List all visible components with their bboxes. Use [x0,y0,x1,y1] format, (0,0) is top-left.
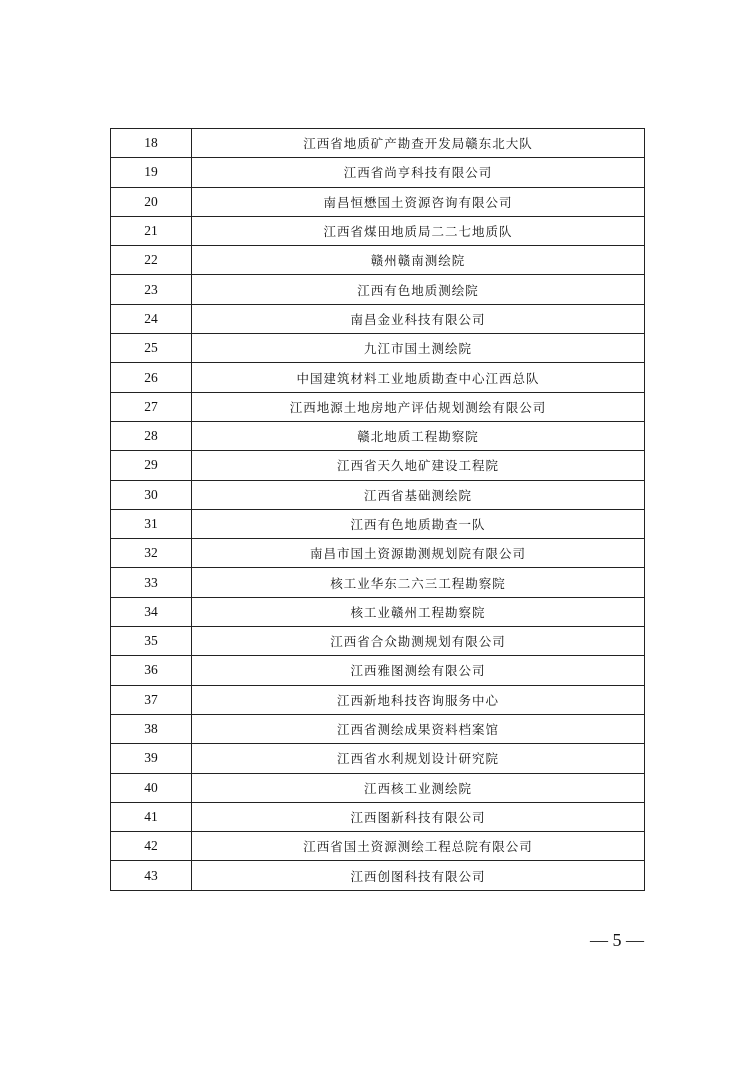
row-number: 27 [111,392,192,421]
table-row [111,334,645,363]
organization-name: 江西省基础测绘院 [192,480,645,509]
table-row [111,304,645,333]
row-number: 19 [111,158,192,187]
table-row [111,861,645,890]
row-number: 36 [111,656,192,685]
table-row [111,187,645,216]
row-number: 21 [111,216,192,245]
table-row [111,509,645,538]
organization-name: 江西雅图测绘有限公司 [192,656,645,685]
table-row [111,129,645,158]
row-number: 28 [111,421,192,450]
organization-name: 江西省测绘成果资料档案馆 [192,714,645,743]
table-row [111,480,645,509]
table-row [111,802,645,831]
row-number: 18 [111,129,192,158]
row-number: 31 [111,509,192,538]
organization-name: 江西省天久地矿建设工程院 [192,451,645,480]
table-row [111,832,645,861]
table-row [111,568,645,597]
table-row [111,246,645,275]
organization-name: 南昌金业科技有限公司 [192,304,645,333]
page-number: — 5 — [590,930,644,950]
organization-name: 江西省水利规划设计研究院 [192,744,645,773]
table-row [111,158,645,187]
table-row [111,597,645,626]
row-number: 41 [111,802,192,831]
organization-name: 江西省煤田地质局二二七地质队 [192,216,645,245]
row-number: 40 [111,773,192,802]
row-number: 20 [111,187,192,216]
table-row [111,421,645,450]
table-row [111,451,645,480]
organization-name: 赣州赣南测绘院 [192,246,645,275]
organization-name: 江西省合众勘测规划有限公司 [192,627,645,656]
row-number: 26 [111,363,192,392]
row-number: 42 [111,832,192,861]
row-number: 35 [111,627,192,656]
row-number: 29 [111,451,192,480]
table-body [111,129,645,891]
organization-name: 江西核工业测绘院 [192,773,645,802]
row-number: 34 [111,597,192,626]
organization-name: 赣北地质工程勘察院 [192,421,645,450]
organization-name: 江西地源土地房地产评估规划测绘有限公司 [192,392,645,421]
table-row [111,685,645,714]
table-row [111,714,645,743]
organization-name: 南昌市国土资源勘测规划院有限公司 [192,539,645,568]
table-row [111,216,645,245]
table-row [111,275,645,304]
row-number: 25 [111,334,192,363]
table-row [111,627,645,656]
organization-name: 核工业赣州工程勘察院 [192,597,645,626]
table-row [111,539,645,568]
table-row [111,773,645,802]
organization-name: 江西省地质矿产勘查开发局赣东北大队 [192,129,645,158]
organization-table [110,128,645,891]
organization-name: 江西省国土资源测绘工程总院有限公司 [192,832,645,861]
row-number: 38 [111,714,192,743]
organization-name: 江西省尚亨科技有限公司 [192,158,645,187]
organization-name: 江西有色地质测绘院 [192,275,645,304]
row-number: 22 [111,246,192,275]
organization-name: 核工业华东二六三工程勘察院 [192,568,645,597]
row-number: 24 [111,304,192,333]
table-row [111,744,645,773]
organization-name: 江西新地科技咨询服务中心 [192,685,645,714]
row-number: 33 [111,568,192,597]
row-number: 39 [111,744,192,773]
row-number: 32 [111,539,192,568]
organization-name: 南昌恒懋国土资源咨询有限公司 [192,187,645,216]
table-row [111,656,645,685]
organization-name: 江西图新科技有限公司 [192,802,645,831]
organization-name: 中国建筑材料工业地质勘查中心江西总队 [192,363,645,392]
organization-name: 江西创图科技有限公司 [192,861,645,890]
row-number: 37 [111,685,192,714]
row-number: 30 [111,480,192,509]
organization-name: 九江市国土测绘院 [192,334,645,363]
table-row [111,392,645,421]
organization-name: 江西有色地质勘查一队 [192,509,645,538]
row-number: 43 [111,861,192,890]
row-number: 23 [111,275,192,304]
table-row [111,363,645,392]
